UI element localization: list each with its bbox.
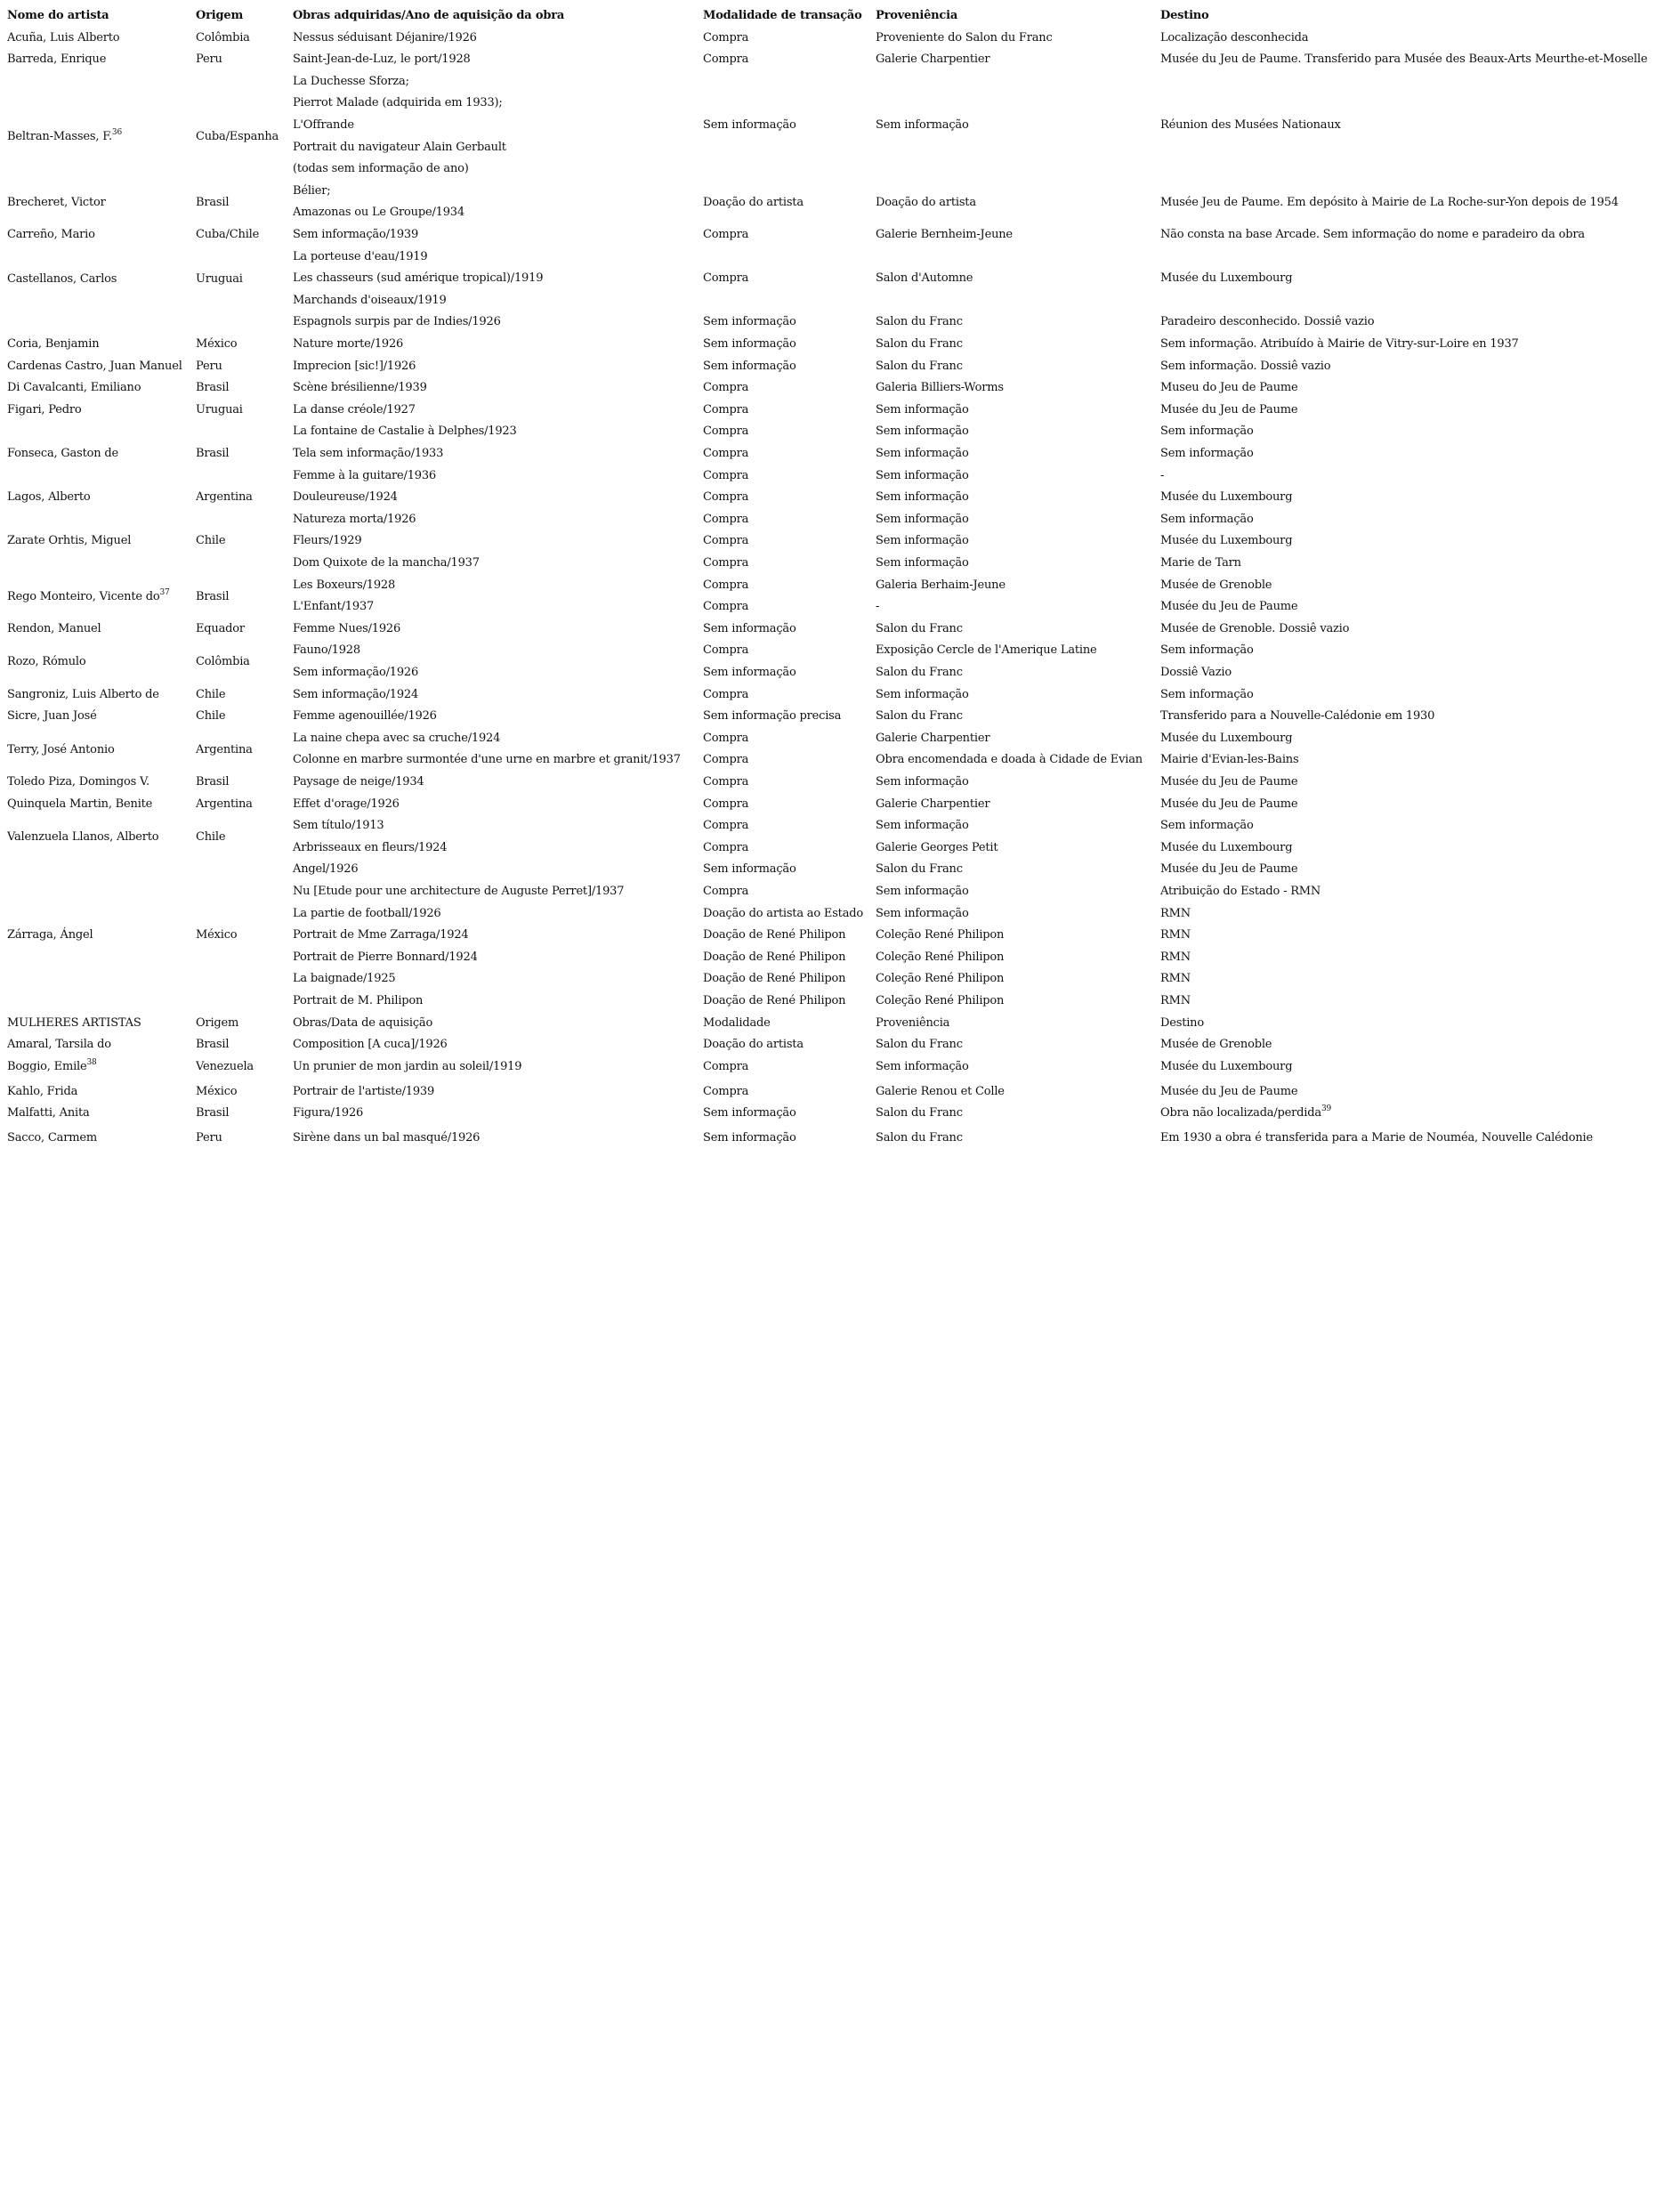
transaction-type: Sem informação xyxy=(703,315,796,329)
footnote-ref: 37 xyxy=(159,587,170,597)
artist-name: Acuña, Luis Alberto xyxy=(7,30,120,44)
destination: Sem informação. Atribuído à Mairie de Vitry-sur-Loire en 1937 xyxy=(1160,336,1519,351)
women-header-works: Obras/Data de aquisição xyxy=(293,1015,433,1030)
provenance: Coleção René Philipon xyxy=(876,972,1005,986)
transaction-type: Sem informação xyxy=(703,862,796,877)
artist-origin: México xyxy=(196,336,238,351)
transaction-type: Sem informação xyxy=(703,359,796,373)
destination: Musée du Luxembourg xyxy=(1160,490,1293,505)
work-title: Effet d'orage/1926 xyxy=(293,797,400,811)
artist-origin: Colômbia xyxy=(196,655,250,669)
destination: Sem informação xyxy=(1160,819,1254,833)
artist-name: Toledo Piza, Domingos V. xyxy=(7,774,149,789)
destination: Sem informação xyxy=(1160,446,1254,460)
work-title: Arbrisseaux en fleurs/1924 xyxy=(293,840,448,854)
provenance: Galeria Berhaim-Jeune xyxy=(876,578,1006,592)
transaction-type: Compra xyxy=(703,1059,749,1073)
transaction-type: Compra xyxy=(703,840,749,854)
provenance: Sem informação xyxy=(876,425,969,439)
acquisitions-table xyxy=(7,5,1676,1150)
header-origin: Origem xyxy=(196,9,244,22)
provenance: Galeria Billiers-Worms xyxy=(876,381,1004,395)
provenance: Sem informação xyxy=(876,774,969,789)
destination: Em 1930 a obra é transferida para a Marie de Nouméa, Nouvelle Calédonie xyxy=(1160,1131,1593,1145)
header-provenance: Proveniência xyxy=(876,9,958,22)
artist-name: Beltran-Masses, F.$^{36}$ xyxy=(7,127,122,143)
destination: Musée de Grenoble xyxy=(1160,578,1272,592)
provenance: Coleção René Philipon xyxy=(876,928,1005,942)
provenance: Galerie Bernheim-Jeune xyxy=(876,227,1013,241)
transaction-type: Compra xyxy=(703,402,749,417)
provenance: Galerie Charpentier xyxy=(876,53,990,67)
footnote-ref: 39 xyxy=(1321,1104,1331,1114)
transaction-type: Compra xyxy=(703,425,749,439)
transaction-type: Compra xyxy=(703,53,749,67)
transaction-type: Doação de René Philipon xyxy=(703,928,846,942)
work-title: Tela sem informação/1933 xyxy=(293,446,444,460)
destination: Musée du Luxembourg xyxy=(1160,1059,1293,1073)
artist-name: Di Cavalcanti, Emiliano xyxy=(7,381,141,395)
provenance: Salon du Franc xyxy=(876,665,963,679)
artist-origin: Chile xyxy=(196,709,226,724)
work-title: Femme Nues/1926 xyxy=(293,621,401,635)
work-title: Sem título/1913 xyxy=(293,819,384,833)
work-title: Amazonas ou Le Groupe/1934 xyxy=(293,206,464,220)
women-header-destination: Destino xyxy=(1160,1015,1204,1030)
work-title: Composition [A cuca]/1926 xyxy=(293,1038,448,1052)
transaction-type: Compra xyxy=(703,490,749,505)
provenance: Coleção René Philipon xyxy=(876,993,1005,1007)
destination: Musée Jeu de Paume. Em depósito à Mairie de La Roche-sur-Yon depois de 1954 xyxy=(1160,195,1619,209)
provenance: Galerie Georges Petit xyxy=(876,840,998,854)
work-title: La naine chepa avec sa cruche/1924 xyxy=(293,731,501,745)
artist-name: Fonseca, Gaston de xyxy=(7,446,118,460)
work-title: Fauno/1928 xyxy=(293,643,360,658)
work-title: La fontaine de Castalie à Delphes/1923 xyxy=(293,425,517,439)
provenance: Salon du Franc xyxy=(876,709,963,724)
provenance: Galerie Charpentier xyxy=(876,731,990,745)
provenance: Sem informação xyxy=(876,117,969,132)
provenance: Sem informação xyxy=(876,884,969,898)
destination: RMN xyxy=(1160,993,1191,1007)
artist-origin: Cuba/Chile xyxy=(196,227,260,241)
provenance: Salon du Franc xyxy=(876,359,963,373)
destination: Musée du Jeu de Paume xyxy=(1160,774,1298,789)
artist-origin: Chile xyxy=(196,687,226,701)
destination: Não consta na base Arcade. Sem informação do nome e paradeiro da obra xyxy=(1160,227,1585,241)
artist-name: Sacco, Carmem xyxy=(7,1131,97,1145)
provenance: Galerie Renou et Colle xyxy=(876,1084,1005,1098)
transaction-type: Compra xyxy=(703,774,749,789)
destination: Musée du Jeu de Paume xyxy=(1160,600,1298,614)
artist-origin: Venezuela xyxy=(196,1059,254,1073)
women-header-row xyxy=(7,1013,1676,1035)
transaction-type: Compra xyxy=(703,468,749,482)
artist-origin: Peru xyxy=(196,53,222,67)
artist-name: Malfatti, Anita xyxy=(7,1106,90,1120)
work-title: Femme agenouillée/1926 xyxy=(293,709,437,724)
destination: Paradeiro desconhecido. Dossiê vazio xyxy=(1160,315,1375,329)
artist-name: Terry, José Antonio xyxy=(7,742,115,756)
transaction-type: Compra xyxy=(703,884,749,898)
work-title: Nu [Etude pour une architecture de Auguste Perret]/1937 xyxy=(293,884,625,898)
table-body xyxy=(7,28,1676,1013)
artist-name: Zarate Orhtis, Miguel xyxy=(7,534,132,548)
work-title: Un prunier de mon jardin au soleil/1919 xyxy=(293,1059,522,1073)
work-title: Portrait de M. Philipon xyxy=(293,993,424,1007)
destination: Musée du Jeu de Paume xyxy=(1160,1084,1298,1098)
artist-origin: Brasil xyxy=(196,1038,230,1052)
work-title: Paysage de neige/1934 xyxy=(293,774,424,789)
work-title: Portrait du navigateur Alain Gerbault xyxy=(293,140,506,154)
transaction-type: Compra xyxy=(703,797,749,811)
artist-name: Carreño, Mario xyxy=(7,227,95,241)
destination: Musée du Luxembourg xyxy=(1160,534,1293,548)
destination: Mairie d'Evian-les-Bains xyxy=(1160,753,1299,767)
work-title: L'Enfant/1937 xyxy=(293,600,375,614)
work-title: Fleurs/1929 xyxy=(293,534,362,548)
work-title: Angel/1926 xyxy=(293,862,359,877)
artist-name: Zárraga, Ángel xyxy=(7,928,93,942)
transaction-type: Compra xyxy=(703,534,749,548)
destination: Localização desconhecida xyxy=(1160,30,1309,44)
work-title: Espagnols surpis par de Indies/1926 xyxy=(293,315,501,329)
artist-name: Lagos, Alberto xyxy=(7,490,91,505)
transaction-type: Sem informação xyxy=(703,1131,796,1145)
work-title: Sem informação/1926 xyxy=(293,665,419,679)
provenance: Sem informação xyxy=(876,555,969,570)
provenance: - xyxy=(876,600,880,614)
artist-name: Figari, Pedro xyxy=(7,402,82,417)
destination: Musée du Jeu de Paume xyxy=(1160,402,1298,417)
women-header-artist: MULHERES ARTISTAS xyxy=(7,1015,141,1030)
destination: Sem informação. Dossiê vazio xyxy=(1160,359,1331,373)
destination: - xyxy=(1160,468,1165,482)
work-title: Imprecion [sic!]/1926 xyxy=(293,359,416,373)
provenance: Sem informação xyxy=(876,446,969,460)
transaction-type: Compra xyxy=(703,30,749,44)
transaction-type: Sem informação xyxy=(703,117,796,132)
table-row xyxy=(7,1103,1676,1128)
artist-origin: Argentina xyxy=(196,490,253,505)
work-title: Figura/1926 xyxy=(293,1106,364,1120)
destination: Marie de Tarn xyxy=(1160,555,1241,570)
destination: RMN xyxy=(1160,906,1191,920)
artist-origin: Peru xyxy=(196,359,222,373)
artist-name: Amaral, Tarsila do xyxy=(7,1038,111,1052)
artist-origin: Cuba/Espanha xyxy=(196,129,279,143)
work-title: Nessus séduisant Déjanire/1926 xyxy=(293,30,477,44)
transaction-type: Compra xyxy=(703,227,749,241)
destination: Réunion des Musées Nationaux xyxy=(1160,117,1341,132)
work-title: Portrait de Pierre Bonnard/1924 xyxy=(293,950,478,964)
transaction-type: Compra xyxy=(703,271,749,286)
footnote-ref: 36 xyxy=(111,127,122,137)
transaction-type: Sem informação precisa xyxy=(703,709,842,724)
transaction-type: Doação do artista xyxy=(703,1038,804,1052)
transaction-type: Compra xyxy=(703,600,749,614)
artist-name: Valenzuela Llanos, Alberto xyxy=(7,830,159,845)
table-row xyxy=(7,1034,1676,1056)
provenance: Sem informação xyxy=(876,402,969,417)
destination: RMN xyxy=(1160,950,1191,964)
work-title: Natureza morta/1926 xyxy=(293,512,416,526)
artist-name: Rozo, Rómulo xyxy=(7,655,86,669)
header-destination: Destino xyxy=(1160,9,1209,22)
artist-name: Castellanos, Carlos xyxy=(7,271,117,286)
artist-origin: Argentina xyxy=(196,797,253,811)
transaction-type: Compra xyxy=(703,512,749,526)
work-title: Les Boxeurs/1928 xyxy=(293,578,396,592)
artist-origin: Colômbia xyxy=(196,30,250,44)
provenance: Salon d'Automne xyxy=(876,271,973,286)
transaction-type: Sem informação xyxy=(703,665,796,679)
women-header-origin: Origem xyxy=(196,1015,239,1030)
artist-name: Rendon, Manuel xyxy=(7,621,101,635)
work-title: Scène brésilienne/1939 xyxy=(293,381,427,395)
work-title: Colonne en marbre surmontée d'une urne en marbre et granit/1937 xyxy=(293,753,681,767)
women-header-transaction: Modalidade xyxy=(703,1015,771,1030)
destination: Musée du Jeu de Paume. Transferido para Musée des Beaux-Arts Meurthe-et-Moselle xyxy=(1160,53,1648,67)
artist-name: Coria, Benjamin xyxy=(7,336,100,351)
provenance: Salon du Franc xyxy=(876,315,963,329)
women-header-provenance: Proveniência xyxy=(876,1015,950,1030)
artist-name: Barreda, Enrique xyxy=(7,53,107,67)
work-title: La porteuse d'eau/1919 xyxy=(293,249,428,263)
work-title: Sem informação/1939 xyxy=(293,227,419,241)
artist-origin: Peru xyxy=(196,1131,222,1145)
transaction-type: Compra xyxy=(703,446,749,460)
artist-name: Boggio, Emile$^{38}$ xyxy=(7,1057,97,1073)
destination: Musée du Luxembourg xyxy=(1160,840,1293,854)
provenance: Sem informação xyxy=(876,1059,969,1073)
provenance: Salon du Franc xyxy=(876,1131,963,1145)
provenance: Proveniente do Salon du Franc xyxy=(876,30,1053,44)
transaction-type: Compra xyxy=(703,555,749,570)
work-title: Portrait de Mme Zarraga/1924 xyxy=(293,928,469,942)
women-artists-section xyxy=(7,1013,1676,1150)
transaction-type: Compra xyxy=(703,1084,749,1098)
transaction-type: Doação de René Philipon xyxy=(703,950,846,964)
artist-name: Brecheret, Victor xyxy=(7,195,106,209)
table-header-row xyxy=(7,5,1676,28)
provenance: Salon du Franc xyxy=(876,1106,963,1120)
transaction-type: Compra xyxy=(703,381,749,395)
transaction-type: Sem informação xyxy=(703,336,796,351)
work-title: Dom Quixote de la mancha/1937 xyxy=(293,555,480,570)
transaction-type: Doação do artista ao Estado xyxy=(703,906,863,920)
destination: Atribuição do Estado - RMN xyxy=(1160,884,1321,898)
artist-origin: Uruguai xyxy=(196,271,243,286)
transaction-type: Sem informação xyxy=(703,621,796,635)
destination: RMN xyxy=(1160,928,1191,942)
artist-origin: Chile xyxy=(196,534,226,548)
artist-origin: Brasil xyxy=(196,381,230,395)
destination: Sem informação xyxy=(1160,512,1254,526)
destination: Dossiê Vazio xyxy=(1160,665,1232,679)
artist-origin: Brasil xyxy=(196,195,230,209)
artist-name: Quinquela Martin, Benite xyxy=(7,797,153,811)
provenance: Sem informação xyxy=(876,512,969,526)
destination: Museu do Jeu de Paume xyxy=(1160,381,1298,395)
provenance: Salon du Franc xyxy=(876,862,963,877)
artist-name: Kahlo, Frida xyxy=(7,1084,78,1098)
transaction-type: Compra xyxy=(703,643,749,658)
work-title: Bélier; xyxy=(293,183,331,198)
provenance: Sem informação xyxy=(876,490,969,505)
destination: Sem informação xyxy=(1160,425,1254,439)
work-title: Femme à la guitare/1936 xyxy=(293,468,437,482)
artist-origin: México xyxy=(196,928,238,942)
work-title: Sirène dans un bal masqué/1926 xyxy=(293,1131,481,1145)
artist-origin: México xyxy=(196,1084,238,1098)
provenance: Exposição Cercle de l'Amerique Latine xyxy=(876,643,1097,658)
destination: RMN xyxy=(1160,972,1191,986)
provenance: Galerie Charpentier xyxy=(876,797,990,811)
transaction-type: Compra xyxy=(703,753,749,767)
work-title: La danse créole/1927 xyxy=(293,402,416,417)
artist-name: Sangroniz, Luis Alberto de xyxy=(7,687,159,701)
work-title: L'Offrande xyxy=(293,117,354,132)
transaction-type: Compra xyxy=(703,578,749,592)
destination: Musée du Jeu de Paume xyxy=(1160,797,1298,811)
provenance: Salon du Franc xyxy=(876,336,963,351)
transaction-type: Compra xyxy=(703,687,749,701)
destination: Sem informação xyxy=(1160,643,1254,658)
provenance: Salon du Franc xyxy=(876,621,963,635)
transaction-type: Compra xyxy=(703,731,749,745)
work-title: Sem informação/1924 xyxy=(293,687,419,701)
destination: Musée de Grenoble. Dossiê vazio xyxy=(1160,621,1350,635)
transaction-type: Doação de René Philipon xyxy=(703,993,846,1007)
footnote-ref: 38 xyxy=(86,1057,97,1067)
work-title: Portrair de l'artiste/1939 xyxy=(293,1084,435,1098)
work-title: (todas sem informação de ano) xyxy=(293,162,469,176)
work-title: La partie de football/1926 xyxy=(293,906,441,920)
transaction-type: Sem informação xyxy=(703,1106,796,1120)
artist-origin: Brasil xyxy=(196,1106,230,1120)
transaction-type: Doação de René Philipon xyxy=(703,972,846,986)
header-transaction: Modalidade de transação xyxy=(703,9,862,22)
destination: Obra não localizada/perdida$^{39}$ xyxy=(1160,1104,1331,1120)
work-title: Les chasseurs (sud amérique tropical)/1919 xyxy=(293,271,544,286)
artist-name: Cardenas Castro, Juan Manuel xyxy=(7,359,182,373)
provenance: Sem informação xyxy=(876,534,969,548)
destination: Musée du Luxembourg xyxy=(1160,731,1293,745)
transaction-type: Compra xyxy=(703,819,749,833)
provenance: Sem informação xyxy=(876,687,969,701)
provenance: Salon du Franc xyxy=(876,1038,963,1052)
destination: Sem informação xyxy=(1160,687,1254,701)
artist-origin: Brasil xyxy=(196,589,230,603)
work-title: Nature morte/1926 xyxy=(293,336,404,351)
work-title: Marchands d'oiseaux/1919 xyxy=(293,293,447,307)
header-artist: Nome do artista xyxy=(7,9,109,22)
artist-origin: Argentina xyxy=(196,742,253,756)
table-row xyxy=(7,1081,1676,1104)
provenance: Obra encomendada e doada à Cidade de Evian xyxy=(876,753,1143,767)
work-title: Douleureuse/1924 xyxy=(293,490,398,505)
provenance: Sem informação xyxy=(876,468,969,482)
destination: Musée de Grenoble xyxy=(1160,1038,1272,1052)
artist-name: Rego Monteiro, Vicente $do^{37}$ xyxy=(7,587,170,603)
artist-origin: Chile xyxy=(196,830,226,845)
table-row xyxy=(7,1056,1676,1081)
provenance: Doação do artista xyxy=(876,195,976,209)
provenance: Coleção René Philipon xyxy=(876,950,1005,964)
destination: Musée du Jeu de Paume xyxy=(1160,862,1298,877)
transaction-type: Doação do artista xyxy=(703,195,804,209)
artist-origin: Brasil xyxy=(196,446,230,460)
work-title: Pierrot Malade (adquirida em 1933); xyxy=(293,96,503,110)
artist-origin: Equador xyxy=(196,621,245,635)
artist-origin: Uruguai xyxy=(196,402,243,417)
destination: Transferido para a Nouvelle-Calédonie em 1930 xyxy=(1160,709,1435,724)
work-title: La baignade/1925 xyxy=(293,972,396,986)
artist-origin: Brasil xyxy=(196,774,230,789)
work-title: Saint-Jean-de-Luz, le port/1928 xyxy=(293,53,471,67)
work-title: La Duchesse Sforza; xyxy=(293,74,409,88)
header-works: Obras adquiridas/Ano de aquisição da obra xyxy=(293,9,565,22)
table-row xyxy=(7,1128,1676,1150)
artist-name: Sicre, Juan José xyxy=(7,709,97,724)
provenance: Sem informação xyxy=(876,906,969,920)
provenance: Sem informação xyxy=(876,819,969,833)
destination: Musée du Luxembourg xyxy=(1160,271,1293,286)
